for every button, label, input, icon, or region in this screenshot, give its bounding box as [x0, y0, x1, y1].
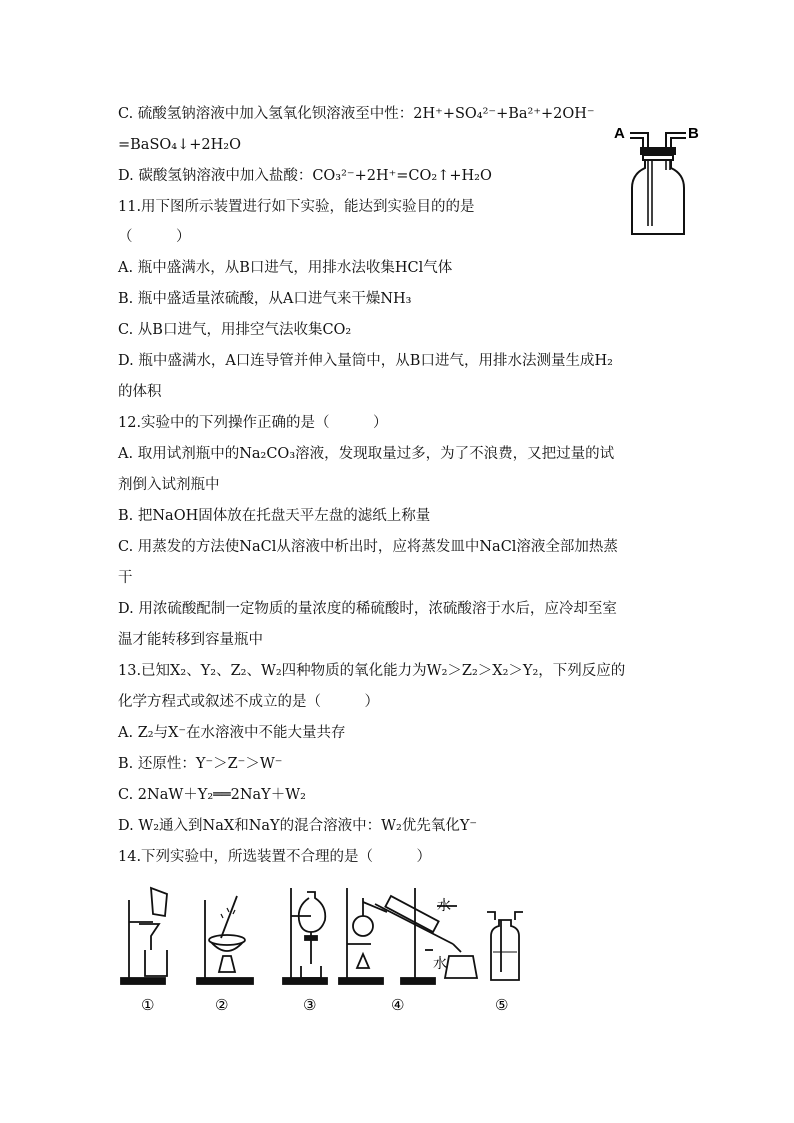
apparatus-figure [115, 880, 535, 1020]
q11-stem: 11.用下图所示装置进行如下实验，能达到实验目的的是 [118, 199, 475, 215]
q11-option-d: D. 瓶中盛满水，A口连导管并伸入量筒中，从B口进气，用排水法测量生成H₂ [118, 353, 613, 369]
apparatus-3-separatory-funnel [283, 888, 327, 984]
q12-option-d: D. 用浓硫酸配制一定物质的量浓度的稀硫酸时，浓硫酸溶于水后，应冷却至室 [118, 601, 617, 617]
apparatus-label-5: ⑤ [495, 997, 509, 1014]
line-d-option: D. 碳酸氢钠溶液中加入盐酸：CO₃²⁻+2H⁺=CO₂↑+H₂O [118, 168, 492, 184]
q12-option-c-cont: 干 [118, 570, 133, 586]
q12-option-b: B. 把NaOH固体放在托盘天平左盘的滤纸上称量 [118, 508, 431, 524]
q14-stem: 14.下列实验中，所选装置不合理的是（ ） [118, 849, 432, 865]
gas-bottle-figure [610, 118, 706, 240]
apparatus-1-filtration [121, 888, 167, 984]
q11-option-c: C. 从B口进气，用排空气法收集CO₂ [118, 322, 352, 338]
line-c-option: C. 硫酸氢钠溶液中加入氢氧化钡溶液至中性：2H⁺+SO₄²⁻+Ba²⁺+2OH⁻ [118, 106, 595, 122]
q12-option-c: C. 用蒸发的方法使NaCl从溶液中析出时，应将蒸发皿中NaCl溶液全部加热蒸 [118, 539, 618, 555]
q11-option-d-cont: 的体积 [118, 384, 162, 400]
water-label-1: 水 [437, 897, 451, 913]
q12-stem: 12.实验中的下列操作正确的是（ ） [118, 415, 388, 431]
apparatus-label-3: ③ [303, 997, 317, 1014]
q13-option-d: D. W₂通入到NaX和NaY的混合溶液中：W₂优先氧化Y⁻ [118, 818, 478, 834]
apparatus-label-1: ① [141, 997, 155, 1014]
apparatus-2-evaporation [197, 896, 253, 984]
apparatus-label-4: ④ [391, 997, 405, 1014]
q12-option-a: A. 取用试剂瓶中的Na₂CO₃溶液，发现取量过多，为了不浪费，又把过量的试 [118, 446, 615, 462]
q13-stem-cont: 化学方程式或叙述不成立的是（ ） [118, 694, 379, 710]
apparatus-5-wash-bottle [487, 912, 523, 980]
q12-option-d-cont: 温才能转移到容量瓶中 [118, 632, 263, 648]
q11-answer-blank: （ ） [118, 229, 191, 245]
q13-option-b: B. 还原性：Y⁻＞Z⁻＞W⁻ [118, 756, 283, 772]
bottle-label-b: B [688, 125, 699, 142]
apparatus-label-2: ② [215, 997, 229, 1014]
q11-option-b: B. 瓶中盛适量浓硫酸，从A口进气来干燥NH₃ [118, 291, 412, 307]
q11-option-a: A. 瓶中盛满水，从B口进气，用排水法收集HCl气体 [118, 260, 453, 276]
q13-stem: 13.已知X₂、Y₂、Z₂、W₂四种物质的氧化能力为W₂＞Z₂＞X₂＞Y₂，下列反应的 [118, 663, 626, 679]
line-c-equation-end: =BaSO₄↓+2H₂O [118, 137, 241, 153]
bottle-label-a: A [614, 125, 625, 142]
apparatus-4-distillation [339, 888, 477, 984]
q12-option-a-cont: 剂倒入试剂瓶中 [118, 477, 220, 493]
water-label-2: 水 [433, 955, 447, 971]
q13-option-a: A. Z₂与X⁻在水溶液中不能大量共存 [118, 725, 346, 741]
q13-option-c: C. 2NaW＋Y₂══2NaY＋W₂ [118, 787, 306, 803]
